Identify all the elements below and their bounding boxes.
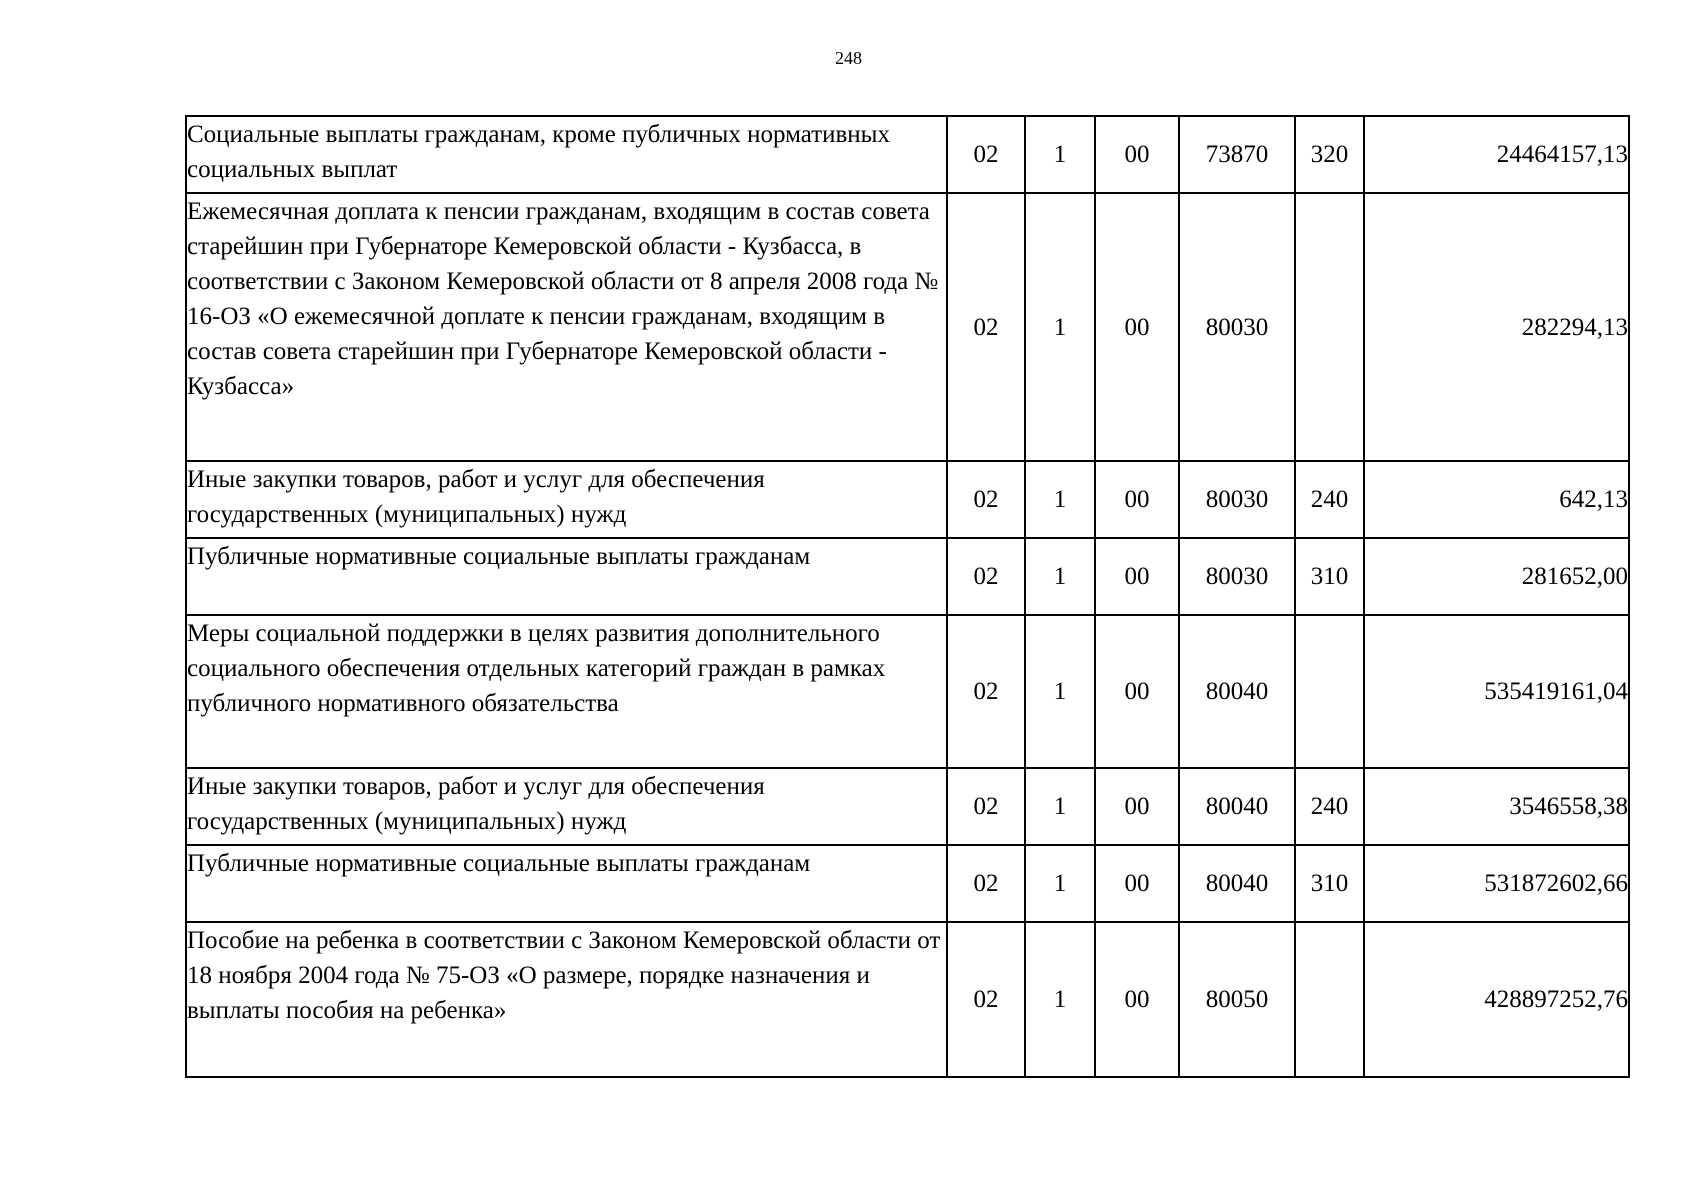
row-code-4: 80040 bbox=[1179, 615, 1295, 768]
row-code-2: 1 bbox=[1025, 461, 1095, 538]
row-description: Иные закупки товаров, работ и услуг для обеспечения государственных (муниципальных) нужд bbox=[186, 768, 947, 845]
row-amount: 535419161,04 bbox=[1364, 615, 1629, 768]
row-description: Социальные выплаты гражданам, кроме публичных нормативных социальных выплат bbox=[186, 116, 947, 193]
table-row bbox=[186, 116, 1629, 193]
row-amount: 642,13 bbox=[1364, 461, 1629, 538]
row-code-5 bbox=[1295, 615, 1364, 768]
row-description: Иные закупки товаров, работ и услуг для обеспечения государственных (муниципальных) нужд bbox=[186, 461, 947, 538]
row-code-1: 02 bbox=[947, 615, 1025, 768]
row-code-3: 00 bbox=[1095, 116, 1179, 193]
row-code-4: 80030 bbox=[1179, 461, 1295, 538]
row-code-1: 02 bbox=[947, 538, 1025, 615]
row-amount: 281652,00 bbox=[1364, 538, 1629, 615]
table-row bbox=[186, 845, 1629, 922]
row-code-4: 80040 bbox=[1179, 768, 1295, 845]
budget-table bbox=[185, 115, 1630, 1078]
table-row bbox=[186, 193, 1629, 461]
row-code-2: 1 bbox=[1025, 193, 1095, 461]
row-code-3: 00 bbox=[1095, 193, 1179, 461]
row-amount: 428897252,76 bbox=[1364, 922, 1629, 1077]
table-row bbox=[186, 538, 1629, 615]
row-amount: 531872602,66 bbox=[1364, 845, 1629, 922]
row-code-1: 02 bbox=[947, 193, 1025, 461]
table-row bbox=[186, 615, 1629, 768]
row-description: Публичные нормативные социальные выплаты гражданам bbox=[186, 845, 947, 922]
row-code-2: 1 bbox=[1025, 768, 1095, 845]
table-row bbox=[186, 922, 1629, 1077]
page-number: 248 bbox=[835, 48, 862, 68]
row-code-5: 310 bbox=[1295, 845, 1364, 922]
row-description: Публичные нормативные социальные выплаты гражданам bbox=[186, 538, 947, 615]
row-code-1: 02 bbox=[947, 116, 1025, 193]
row-code-2: 1 bbox=[1025, 116, 1095, 193]
row-code-5 bbox=[1295, 193, 1364, 461]
row-code-1: 02 bbox=[947, 922, 1025, 1077]
row-code-5: 320 bbox=[1295, 116, 1364, 193]
budget-table-body bbox=[186, 116, 1629, 1077]
row-code-4: 80030 bbox=[1179, 193, 1295, 461]
row-code-4: 73870 bbox=[1179, 116, 1295, 193]
table-row bbox=[186, 461, 1629, 538]
row-code-5: 240 bbox=[1295, 768, 1364, 845]
row-code-3: 00 bbox=[1095, 538, 1179, 615]
row-code-2: 1 bbox=[1025, 922, 1095, 1077]
row-code-2: 1 bbox=[1025, 538, 1095, 615]
row-code-2: 1 bbox=[1025, 615, 1095, 768]
row-code-3: 00 bbox=[1095, 845, 1179, 922]
row-code-5: 240 bbox=[1295, 461, 1364, 538]
row-code-4: 80050 bbox=[1179, 922, 1295, 1077]
row-code-3: 00 bbox=[1095, 461, 1179, 538]
table-row bbox=[186, 768, 1629, 845]
row-description: Ежемесячная доплата к пенсии гражданам, входящим в состав совета старейшин при Губернаторе Кемеровской области - Кузбасса, в соответствии с Законом Кемеровской области от 8 апреля 2008 года № 16-ОЗ «О ежемесячной доплате к пенсии гражданам, входящим в состав совета старейшин при Губернаторе Кемеровской области - Кузбасса» bbox=[186, 193, 947, 461]
row-code-3: 00 bbox=[1095, 615, 1179, 768]
row-code-3: 00 bbox=[1095, 922, 1179, 1077]
row-code-3: 00 bbox=[1095, 768, 1179, 845]
row-code-5 bbox=[1295, 922, 1364, 1077]
row-description: Меры социальной поддержки в целях развития дополнительного социального обеспечения отдельных категорий граждан в рамках публичного нормативного обязательства bbox=[186, 615, 947, 768]
row-code-5: 310 bbox=[1295, 538, 1364, 615]
row-code-2: 1 bbox=[1025, 845, 1095, 922]
row-amount: 3546558,38 bbox=[1364, 768, 1629, 845]
row-code-1: 02 bbox=[947, 461, 1025, 538]
row-code-4: 80040 bbox=[1179, 845, 1295, 922]
row-code-4: 80030 bbox=[1179, 538, 1295, 615]
row-amount: 24464157,13 bbox=[1364, 116, 1629, 193]
row-description: Пособие на ребенка в соответствии с Законом Кемеровской области от 18 ноября 2004 года № 75-ОЗ «О размере, порядке назначения и выплаты пособия на ребенка» bbox=[186, 922, 947, 1077]
row-amount: 282294,13 bbox=[1364, 193, 1629, 461]
row-code-1: 02 bbox=[947, 768, 1025, 845]
row-code-1: 02 bbox=[947, 845, 1025, 922]
